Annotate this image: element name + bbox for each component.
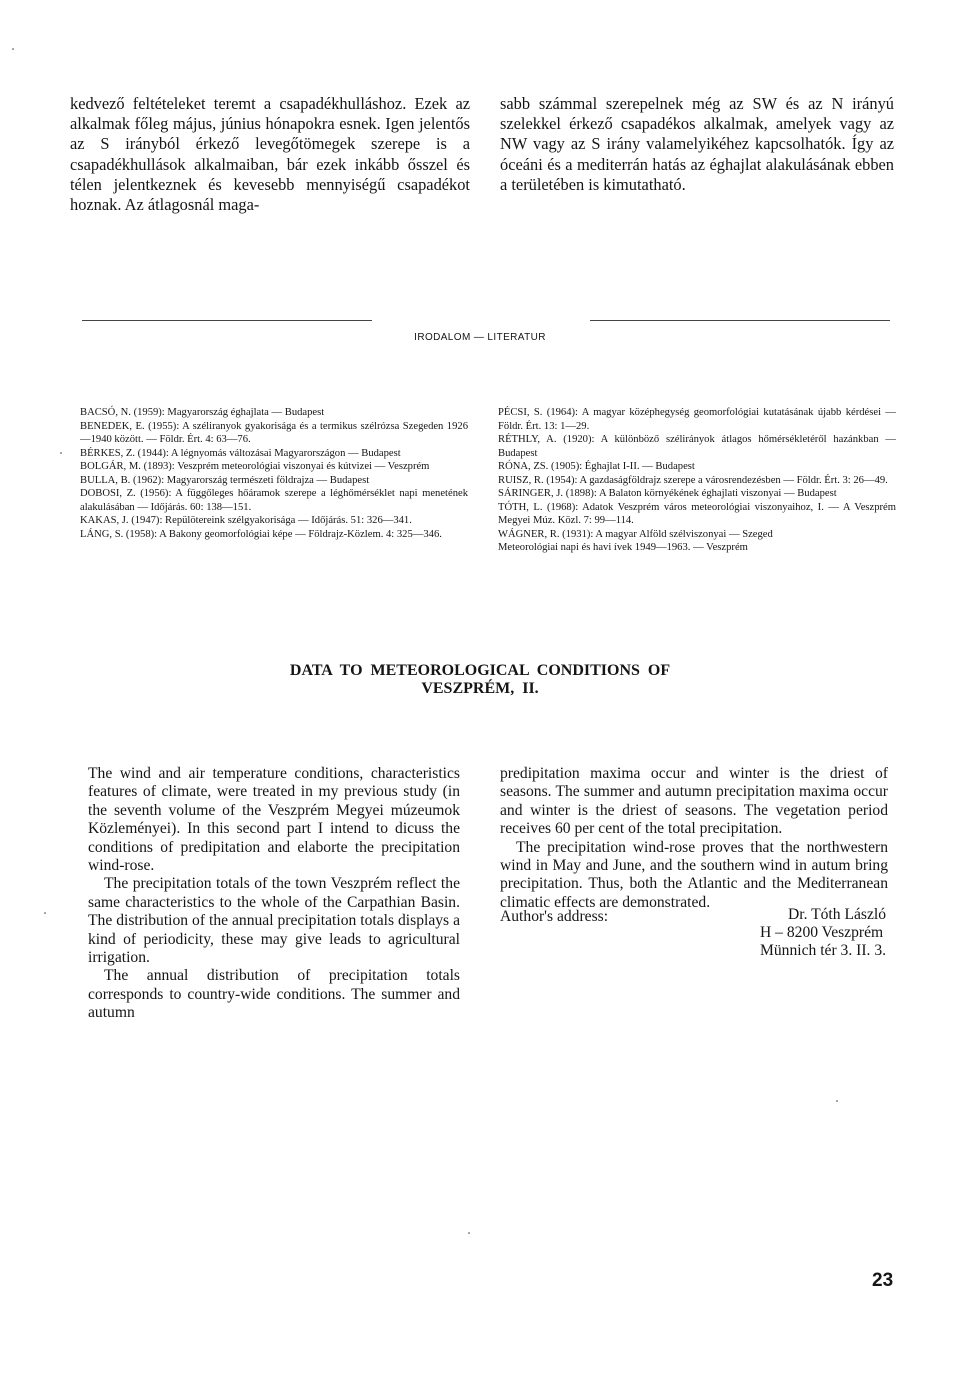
reference-item: BACSÓ, N. (1959): Magyarország éghajlata — Budapest [80, 407, 325, 418]
references-right-column [498, 406, 896, 555]
author-name: Dr. Tóth László [788, 906, 887, 923]
summary-paragraph: The wind and air temperature conditions, characteristics features of climate, were treated in my previous study (in the seventh volume of the Veszprém Megyei múzeumok Közleményei). In this second part I intend to dicuss the conditions of predipitation and elaborte the precipitation wind-rose. [88, 765, 460, 875]
reference-item: RÉTHLY, A. (1920): A különböző szélirányok átlagos hőmérsékletéről hazánkban — Budapest [498, 434, 896, 459]
author-address-label: Author's address: [500, 908, 609, 925]
reference-item: TÓTH, L. (1968): Adatok Veszprém város meteorológiai viszonyaihoz, I. — A Veszprém Megyei Múz. Közl. 7: 99—114. [498, 501, 896, 526]
author-street: Münnich tér 3. II. 3. [760, 942, 887, 959]
summary-title [180, 662, 780, 698]
reference-item: BENEDEK, E. (1955): A széliranyok gyakorisága és a termikus szélrózsa Szegeden 1926—1940 között. — Földr. Ért. 4: 63—76. [80, 420, 468, 445]
reference-item: BOLGÁR, M. (1893): Veszprém meteorológiai viszonyai és kútvizei — Veszprém [80, 461, 430, 472]
reference-item: KAKAS, J. (1947): Repülötereink szélgyakorisága — Időjárás. 51: 326—341. [80, 515, 412, 526]
reference-item: BÉRKES, Z. (1944): A légnyomás változásai Magyarországon — Budapest [80, 447, 401, 459]
scan-speck [12, 48, 14, 50]
hungarian-right-paragraph: sabb számmal szerepelnek még az SW és az N irányú szelekkel érkező csapadékos alkalmak, amelyek vagy az NW vagy az S irány valamelyikéhez kapcsolhatók. Így az óceáni és a mediterrán hatás az éghajlat alakulásának ebben a területében is kimutatható. [500, 94, 894, 194]
hungarian-left-paragraph: kedvező feltételeket teremt a csapadékhulláshoz. Ezek az alkalmak főleg május, június hónapokra esnek. Igen jelentős az S irányból érkező levegőtömegek szerepe is a csapadékhullások alkalmaiban, bár ezek inkább ősszel és télen jelentkeznek és kevesebb mennyiségű csapadékot hoznak. Az átlagosnál maga- [70, 94, 470, 215]
summary-title-line2: VESZPRÉM, II. [421, 680, 539, 697]
reference-item: LÁNG, S. (1958): A Bakony geomorfológiai képe — Földrajz-Közlem. 4: 325—346. [80, 528, 442, 540]
summary-paragraph: The annual distribution of precipitation totals corresponds to country-wide conditions. The summer and autumn [88, 967, 460, 1022]
divider-right [590, 320, 890, 321]
summary-left-column [88, 765, 460, 1023]
page-number: 23 [872, 1270, 894, 1291]
reference-item: PÉCSI, S. (1964): A magyar középhegység geomorfológiai kutatásának újabb kérdései — Földr. Ért. 13: 1—29. [498, 407, 896, 432]
summary-title-line1: DATA TO METEOROLOGICAL CONDITIONS OF [289, 662, 671, 679]
summary-right-column [500, 765, 888, 912]
reference-item: RÓNA, ZS. (1905): Éghajlat I-II. — Budapest [498, 461, 695, 472]
hungarian-right-column [500, 94, 894, 195]
reference-item: BULLA, B. (1962): Magyarország természeti földrajza — Budapest [80, 474, 370, 486]
reference-item: Meteorológiai napi és havi ívek 1949—1963. — Veszprém [498, 542, 748, 553]
scan-speck [44, 912, 46, 914]
reference-item: RUISZ, R. (1954): A gazdaságföldrajz szerepe a városrendezésben — Földr. Ért. 3: 26—49. [498, 474, 888, 486]
divider-left [82, 320, 372, 321]
references-heading: IRODALOM — LITERATUR [414, 332, 546, 343]
reference-item: WÁGNER, R. (1931): A magyar Alföld szélviszonyai — Szeged [498, 528, 773, 540]
summary-paragraph: The precipitation totals of the town Veszprém reflect the same characteristics to the whole of the Carpathian Basin. The distribution of the annual precipitation totals displays a kind of periodicity, these may give leads to agricultural irrigation. [88, 875, 460, 967]
references-left-column [80, 406, 468, 541]
scan-speck [836, 1100, 838, 1102]
scan-speck [60, 452, 62, 454]
reference-item: SÁRINGER, J. (1898): A Balaton környékének éghajlati viszonyai — Budapest [498, 488, 837, 499]
scan-speck [468, 1232, 470, 1234]
author-city: H – 8200 Veszprém [760, 924, 884, 941]
reference-item: DOBOSI, Z. (1956): A függőleges hőáramok szerepe a léghőmérséklet napi menetének alakulásában — Időjárás. 60: 138—151. [80, 488, 468, 513]
summary-paragraph: The precipitation wind-rose proves that the northwestern wind in May and June, and the southern wind in autum bring precipitation. Thus, both the Atlantic and the Mediterranean climatic effects are demonstrated. [500, 838, 888, 911]
hungarian-left-column [70, 94, 470, 215]
summary-paragraph: predipitation maxima occur and winter is the driest of seasons. The summer and autumn precipitation maxima occur and winter is the driest of seasons. The vegetation period receives 60 per cent of the total precipitation. [500, 765, 888, 838]
